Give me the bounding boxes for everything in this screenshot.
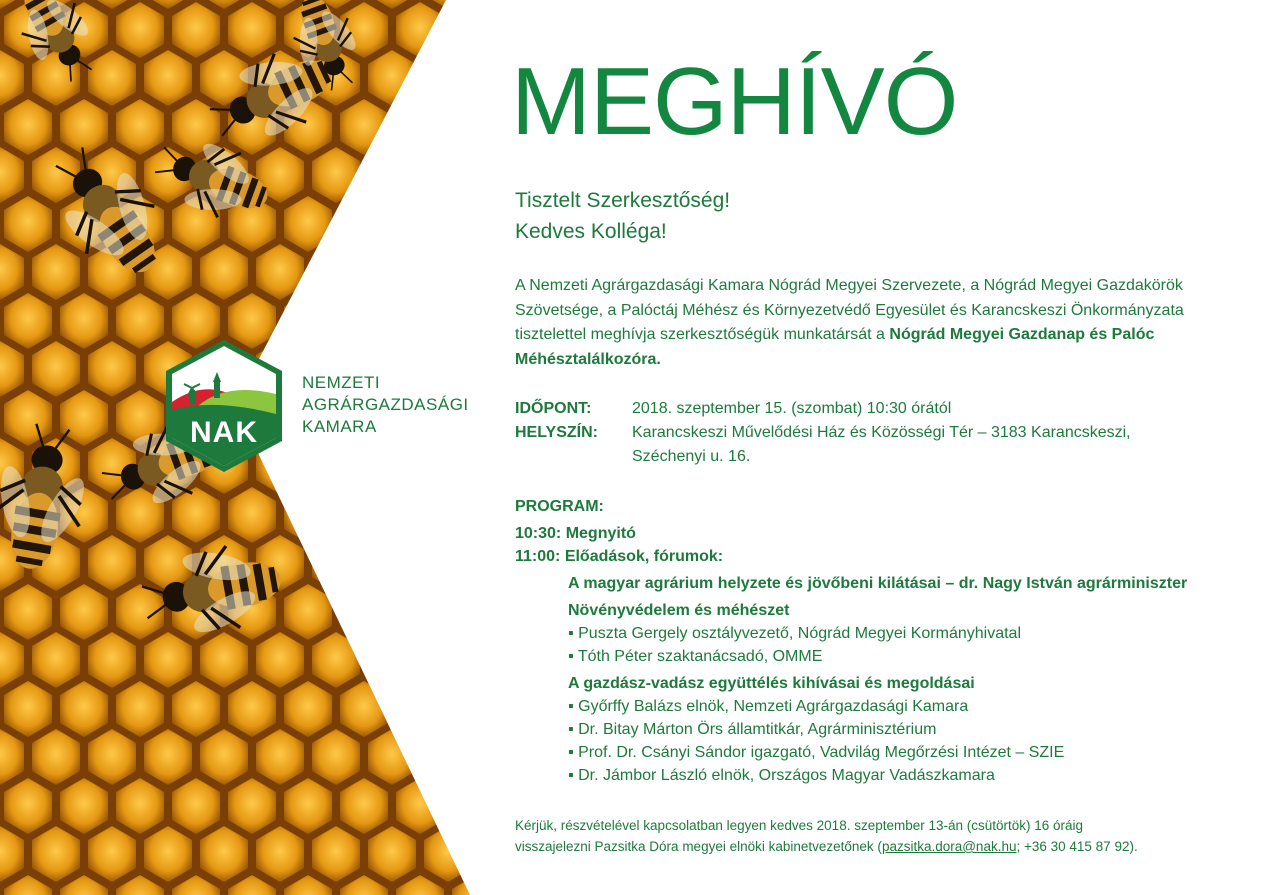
- place-value: Karancskeszi Művelődési Ház és Közösségi Tér – 3183 Karancskeszi, Széchenyi u. 16.: [632, 424, 1131, 465]
- logo-line-1: NEMZETI: [302, 373, 381, 392]
- speaker-item: ▪ Dr. Bitay Márton Örs államtitkár, Agrárminisztérium: [568, 721, 937, 738]
- time-value: 2018. szeptember 15. (szombat) 10:30 órától: [632, 400, 952, 417]
- place-label: HELYSZÍN:: [515, 424, 598, 441]
- topic-3: A gazdász-vadász együttélés kihívásai és megoldásai: [568, 675, 975, 692]
- rsvp-line-1: Kérjük, részvételével kapcsolatban legyen kedves 2018. szeptember 13-án (csütörtök) 16 óráig: [515, 818, 1084, 833]
- topic-2: Növényvédelem és méhészet: [568, 602, 790, 619]
- greeting: [515, 185, 730, 247]
- speaker-item: ▪ Dr. Jámbor László elnök, Országos Magyar Vadászkamara: [568, 767, 995, 784]
- logo-line-2: AGRÁRGAZDASÁGI: [302, 395, 469, 414]
- intro-paragraph: [515, 274, 1215, 372]
- program-talks: 11:00: Előadások, fórumok:: [515, 548, 724, 565]
- program-title: PROGRAM:: [515, 498, 604, 515]
- page-title: MEGHÍVÓ: [511, 48, 958, 155]
- time-label: IDŐPONT:: [515, 400, 592, 417]
- time-row: [515, 397, 1202, 421]
- rsvp-line-2-end: ; +36 30 415 87 92).: [1016, 839, 1138, 854]
- rsvp-line-2-start: visszajelezni Pazsitka Dóra megyei elnöki kabinetvezetőnek (: [515, 839, 882, 854]
- event-info: [515, 397, 1202, 469]
- program-opening: 10:30: Megnyitó: [515, 525, 636, 542]
- event-name: Nógrád Megyei Gazdanap és Palóc Méhésztalálkozóra.: [515, 326, 1155, 368]
- speaker-item: ▪ Győrffy Balázs elnök, Nemzeti Agrárgazdasági Kamara: [568, 698, 969, 715]
- logo-wordmark: [302, 372, 469, 438]
- intro-text: A Nemzeti Agrárgazdasági Kamara Nógrád Megyei Szervezete, a Nógrád Megyei Gazdakörök Szövetsége, a Palóctáj Méhész és Környezetvédő Egyesület és Karancskeszi Önkormányzata tisztelettel meghívja szerkesztőségük munkatársát a: [515, 277, 1184, 343]
- greeting-line-2: Kedves Kolléga!: [515, 220, 667, 243]
- topic-1: A magyar agrárium helyzete és jövőbeni kilátásai – dr. Nagy István agrárminiszter: [568, 575, 1188, 592]
- nak-badge-text: NAK: [190, 416, 258, 449]
- program-section: [515, 495, 1187, 787]
- speaker-item: ▪ Tóth Péter szaktanácsadó, OMME: [568, 648, 823, 665]
- contact-email-link[interactable]: pazsitka.dora@nak.hu: [881, 839, 1017, 854]
- rsvp-line-2: [515, 836, 1235, 857]
- greeting-line-1: Tisztelt Szerkesztőség!: [515, 189, 731, 212]
- logo-line-3: KAMARA: [302, 417, 377, 436]
- nak-logo: [164, 340, 284, 472]
- place-row: [515, 421, 1202, 469]
- speaker-item: ▪ Prof. Dr. Csányi Sándor igazgató, Vadvilág Megőrzési Intézet – SZIE: [568, 744, 1065, 761]
- speaker-item: ▪ Puszta Gergely osztályvezető, Nógrád Megyei Kormányhivatal: [568, 625, 1021, 642]
- rsvp-note: [515, 815, 1235, 857]
